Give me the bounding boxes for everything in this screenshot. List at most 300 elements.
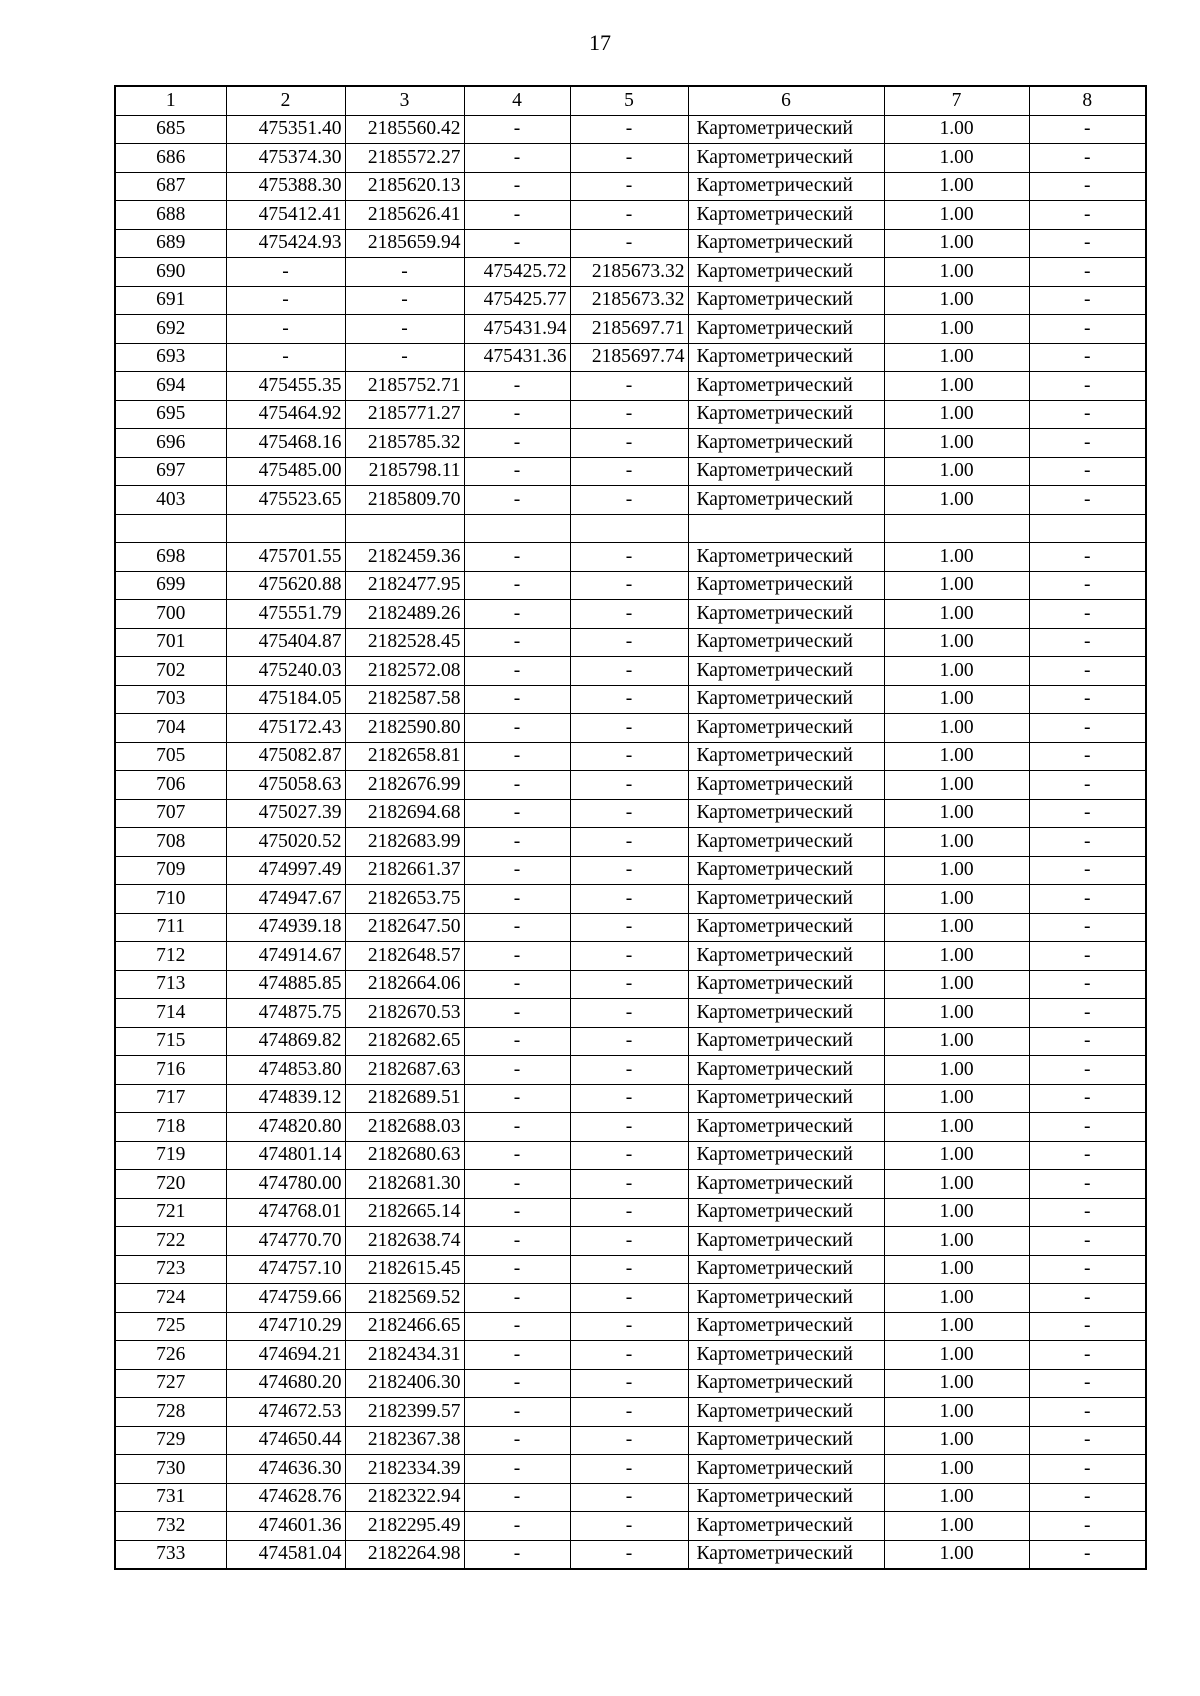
x-alt-coordinate-cell: - <box>464 571 570 600</box>
note-cell: - <box>1029 372 1146 401</box>
accuracy-cell: 1.00 <box>884 1027 1029 1056</box>
y-alt-coordinate-cell: - <box>570 628 688 657</box>
method-cell: Картометрический <box>688 486 884 515</box>
column-header: 2 <box>226 86 345 115</box>
table-row <box>115 571 1146 600</box>
point-number-cell: 692 <box>115 315 226 344</box>
x-alt-coordinate-cell: - <box>464 1027 570 1056</box>
method-cell: Картометрический <box>688 1540 884 1569</box>
point-number-cell: 691 <box>115 286 226 315</box>
point-number-cell: 719 <box>115 1141 226 1170</box>
column-header: 8 <box>1029 86 1146 115</box>
accuracy-cell: 1.00 <box>884 742 1029 771</box>
accuracy-cell: 1.00 <box>884 571 1029 600</box>
x-coordinate-cell: 475468.16 <box>226 429 345 458</box>
point-number-cell: 733 <box>115 1540 226 1569</box>
table-row <box>115 1198 1146 1227</box>
point-number-cell: 732 <box>115 1512 226 1541</box>
table-row <box>115 258 1146 287</box>
table-row <box>115 1341 1146 1370</box>
x-coordinate-cell: 474914.67 <box>226 942 345 971</box>
y-coordinate-cell: 2182264.98 <box>345 1540 464 1569</box>
method-cell: Картометрический <box>688 1341 884 1370</box>
y-coordinate-cell: - <box>345 343 464 372</box>
accuracy-cell: 1.00 <box>884 372 1029 401</box>
y-coordinate-cell: 2182665.14 <box>345 1198 464 1227</box>
note-cell: - <box>1029 144 1146 173</box>
method-cell: Картометрический <box>688 201 884 230</box>
accuracy-cell: 1.00 <box>884 1141 1029 1170</box>
point-number-cell: 702 <box>115 657 226 686</box>
table-row <box>115 1227 1146 1256</box>
x-alt-coordinate-cell: - <box>464 486 570 515</box>
table-row <box>115 885 1146 914</box>
point-number-cell <box>115 514 226 543</box>
table-row <box>115 201 1146 230</box>
page-number: 17 <box>589 30 611 55</box>
method-cell: Картометрический <box>688 856 884 885</box>
y-coordinate-cell: 2182295.49 <box>345 1512 464 1541</box>
method-cell: Картометрический <box>688 1312 884 1341</box>
table-row <box>115 315 1146 344</box>
table-row <box>115 685 1146 714</box>
y-alt-coordinate-cell: - <box>570 144 688 173</box>
table-row <box>115 286 1146 315</box>
point-number-cell: 724 <box>115 1284 226 1313</box>
point-number-cell: 717 <box>115 1084 226 1113</box>
accuracy-cell: 1.00 <box>884 970 1029 999</box>
y-alt-coordinate-cell: - <box>570 600 688 629</box>
table-row <box>115 372 1146 401</box>
accuracy-cell: 1.00 <box>884 286 1029 315</box>
y-alt-coordinate-cell: - <box>570 372 688 401</box>
x-alt-coordinate-cell: - <box>464 799 570 828</box>
point-number-cell: 403 <box>115 486 226 515</box>
point-number-cell: 721 <box>115 1198 226 1227</box>
x-coordinate-cell: 474947.67 <box>226 885 345 914</box>
table-row <box>115 657 1146 686</box>
method-cell: Картометрический <box>688 714 884 743</box>
method-cell: Картометрический <box>688 543 884 572</box>
point-number-cell: 697 <box>115 457 226 486</box>
note-cell: - <box>1029 172 1146 201</box>
point-number-cell: 720 <box>115 1170 226 1199</box>
table-body <box>115 86 1146 1569</box>
x-alt-coordinate-cell: - <box>464 885 570 914</box>
x-alt-coordinate-cell: - <box>464 1341 570 1370</box>
x-alt-coordinate-cell: - <box>464 115 570 144</box>
x-coordinate-cell: 474869.82 <box>226 1027 345 1056</box>
y-coordinate-cell: 2182572.08 <box>345 657 464 686</box>
y-coordinate-cell: 2182459.36 <box>345 543 464 572</box>
note-cell: - <box>1029 1341 1146 1370</box>
accuracy-cell: 1.00 <box>884 799 1029 828</box>
y-alt-coordinate-cell: - <box>570 1056 688 1085</box>
note-cell: - <box>1029 913 1146 942</box>
accuracy-cell: 1.00 <box>884 429 1029 458</box>
y-alt-coordinate-cell: - <box>570 1198 688 1227</box>
point-number-cell: 701 <box>115 628 226 657</box>
y-coordinate-cell: 2185572.27 <box>345 144 464 173</box>
accuracy-cell: 1.00 <box>884 828 1029 857</box>
accuracy-cell: 1.00 <box>884 1512 1029 1541</box>
note-cell: - <box>1029 400 1146 429</box>
x-coordinate-cell: 475620.88 <box>226 571 345 600</box>
y-coordinate-cell: 2185626.41 <box>345 201 464 230</box>
table-row <box>115 1426 1146 1455</box>
accuracy-cell: 1.00 <box>884 1341 1029 1370</box>
note-cell: - <box>1029 315 1146 344</box>
note-cell: - <box>1029 685 1146 714</box>
accuracy-cell: 1.00 <box>884 201 1029 230</box>
x-coordinate-cell: 474820.80 <box>226 1113 345 1142</box>
y-alt-coordinate-cell: - <box>570 115 688 144</box>
table-header-row <box>115 86 1146 115</box>
method-cell: Картометрический <box>688 1483 884 1512</box>
note-cell: - <box>1029 343 1146 372</box>
y-coordinate-cell: 2182682.65 <box>345 1027 464 1056</box>
y-coordinate-cell: 2182687.63 <box>345 1056 464 1085</box>
point-number-cell: 705 <box>115 742 226 771</box>
x-alt-coordinate-cell: - <box>464 1398 570 1427</box>
x-alt-coordinate-cell: - <box>464 1540 570 1569</box>
y-alt-coordinate-cell <box>570 514 688 543</box>
x-coordinate-cell: 474759.66 <box>226 1284 345 1313</box>
x-coordinate-cell: 474650.44 <box>226 1426 345 1455</box>
point-number-cell: 708 <box>115 828 226 857</box>
accuracy-cell: 1.00 <box>884 1455 1029 1484</box>
y-coordinate-cell: 2182688.03 <box>345 1113 464 1142</box>
y-coordinate-cell: 2182689.51 <box>345 1084 464 1113</box>
x-coordinate-cell: 474939.18 <box>226 913 345 942</box>
method-cell: Картометрический <box>688 628 884 657</box>
table-row <box>115 400 1146 429</box>
x-alt-coordinate-cell: - <box>464 1227 570 1256</box>
y-alt-coordinate-cell: - <box>570 229 688 258</box>
point-number-cell: 730 <box>115 1455 226 1484</box>
y-alt-coordinate-cell: - <box>570 1398 688 1427</box>
x-alt-coordinate-cell: - <box>464 1056 570 1085</box>
y-alt-coordinate-cell: - <box>570 429 688 458</box>
point-number-cell: 728 <box>115 1398 226 1427</box>
method-cell: Картометрический <box>688 1056 884 1085</box>
x-coordinate-cell: - <box>226 343 345 372</box>
note-cell: - <box>1029 856 1146 885</box>
accuracy-cell: 1.00 <box>884 1540 1029 1569</box>
point-number-cell: 696 <box>115 429 226 458</box>
x-alt-coordinate-cell: 475431.94 <box>464 315 570 344</box>
note-cell: - <box>1029 229 1146 258</box>
x-alt-coordinate-cell: - <box>464 657 570 686</box>
table-row <box>115 771 1146 800</box>
table-row <box>115 970 1146 999</box>
y-alt-coordinate-cell: - <box>570 657 688 686</box>
point-number-cell: 712 <box>115 942 226 971</box>
table-row <box>115 457 1146 486</box>
x-alt-coordinate-cell: - <box>464 372 570 401</box>
accuracy-cell: 1.00 <box>884 1227 1029 1256</box>
table-row <box>115 1312 1146 1341</box>
note-cell: - <box>1029 1198 1146 1227</box>
x-coordinate-cell: 475455.35 <box>226 372 345 401</box>
note-cell: - <box>1029 1170 1146 1199</box>
accuracy-cell: 1.00 <box>884 771 1029 800</box>
method-cell: Картометрический <box>688 970 884 999</box>
point-number-cell: 731 <box>115 1483 226 1512</box>
y-alt-coordinate-cell: - <box>570 1227 688 1256</box>
table-row <box>115 1027 1146 1056</box>
x-coordinate-cell: 475374.30 <box>226 144 345 173</box>
x-alt-coordinate-cell: - <box>464 942 570 971</box>
x-coordinate-cell: - <box>226 315 345 344</box>
note-cell: - <box>1029 999 1146 1028</box>
note-cell: - <box>1029 1284 1146 1313</box>
note-cell: - <box>1029 1312 1146 1341</box>
y-coordinate-cell: 2182590.80 <box>345 714 464 743</box>
y-alt-coordinate-cell: - <box>570 771 688 800</box>
y-coordinate-cell: 2182322.94 <box>345 1483 464 1512</box>
x-coordinate-cell: 475424.93 <box>226 229 345 258</box>
x-coordinate-cell: 475027.39 <box>226 799 345 828</box>
y-alt-coordinate-cell: - <box>570 999 688 1028</box>
x-coordinate-cell: - <box>226 286 345 315</box>
y-alt-coordinate-cell: - <box>570 1540 688 1569</box>
x-alt-coordinate-cell: 475425.77 <box>464 286 570 315</box>
y-coordinate-cell: 2182653.75 <box>345 885 464 914</box>
method-cell: Картометрический <box>688 1084 884 1113</box>
y-alt-coordinate-cell: - <box>570 1284 688 1313</box>
y-alt-coordinate-cell: - <box>570 885 688 914</box>
y-coordinate-cell: 2182683.99 <box>345 828 464 857</box>
y-coordinate-cell: 2185659.94 <box>345 229 464 258</box>
note-cell: - <box>1029 970 1146 999</box>
x-coordinate-cell: 475404.87 <box>226 628 345 657</box>
y-coordinate-cell: 2185785.32 <box>345 429 464 458</box>
table-row <box>115 172 1146 201</box>
x-coordinate-cell: 475172.43 <box>226 714 345 743</box>
point-number-cell: 718 <box>115 1113 226 1142</box>
table-row <box>115 514 1146 543</box>
x-coordinate-cell: 474780.00 <box>226 1170 345 1199</box>
accuracy-cell: 1.00 <box>884 657 1029 686</box>
accuracy-cell: 1.00 <box>884 315 1029 344</box>
column-header: 5 <box>570 86 688 115</box>
table-row <box>115 1056 1146 1085</box>
x-coordinate-cell: 474770.70 <box>226 1227 345 1256</box>
note-cell: - <box>1029 657 1146 686</box>
method-cell <box>688 514 884 543</box>
point-number-cell: 710 <box>115 885 226 914</box>
note-cell: - <box>1029 1227 1146 1256</box>
y-coordinate-cell: 2182334.39 <box>345 1455 464 1484</box>
x-coordinate-cell: 475240.03 <box>226 657 345 686</box>
x-coordinate-cell: 474757.10 <box>226 1255 345 1284</box>
point-number-cell: 693 <box>115 343 226 372</box>
point-number-cell: 694 <box>115 372 226 401</box>
accuracy-cell: 1.00 <box>884 343 1029 372</box>
y-coordinate-cell: 2182647.50 <box>345 913 464 942</box>
note-cell: - <box>1029 942 1146 971</box>
point-number-cell: 695 <box>115 400 226 429</box>
x-coordinate-cell: - <box>226 258 345 287</box>
method-cell: Картометрический <box>688 885 884 914</box>
table-row <box>115 942 1146 971</box>
x-coordinate-cell: 474694.21 <box>226 1341 345 1370</box>
note-cell: - <box>1029 1369 1146 1398</box>
method-cell: Картометрический <box>688 172 884 201</box>
accuracy-cell: 1.00 <box>884 1483 1029 1512</box>
column-header: 4 <box>464 86 570 115</box>
method-cell: Картометрический <box>688 400 884 429</box>
table-row <box>115 144 1146 173</box>
x-coordinate-cell: 475020.52 <box>226 828 345 857</box>
accuracy-cell: 1.00 <box>884 172 1029 201</box>
y-alt-coordinate-cell: 2185673.32 <box>570 286 688 315</box>
x-alt-coordinate-cell: - <box>464 714 570 743</box>
x-alt-coordinate-cell: - <box>464 400 570 429</box>
point-number-cell: 699 <box>115 571 226 600</box>
y-coordinate-cell: 2182676.99 <box>345 771 464 800</box>
x-coordinate-cell: 474997.49 <box>226 856 345 885</box>
y-coordinate-cell: 2182466.65 <box>345 1312 464 1341</box>
note-cell: - <box>1029 258 1146 287</box>
x-alt-coordinate-cell: - <box>464 1483 570 1512</box>
point-number-cell: 726 <box>115 1341 226 1370</box>
y-alt-coordinate-cell: 2185673.32 <box>570 258 688 287</box>
method-cell: Картометрический <box>688 685 884 714</box>
y-coordinate-cell: 2182648.57 <box>345 942 464 971</box>
point-number-cell: 698 <box>115 543 226 572</box>
y-alt-coordinate-cell: - <box>570 799 688 828</box>
method-cell: Картометрический <box>688 1426 884 1455</box>
x-coordinate-cell: 474601.36 <box>226 1512 345 1541</box>
method-cell: Картометрический <box>688 1198 884 1227</box>
x-coordinate-cell: 474581.04 <box>226 1540 345 1569</box>
method-cell: Картометрический <box>688 1398 884 1427</box>
y-alt-coordinate-cell: - <box>570 1512 688 1541</box>
x-coordinate-cell: 474628.76 <box>226 1483 345 1512</box>
x-alt-coordinate-cell: - <box>464 999 570 1028</box>
method-cell: Картометрический <box>688 999 884 1028</box>
y-coordinate-cell: 2182406.30 <box>345 1369 464 1398</box>
table-row <box>115 1255 1146 1284</box>
y-alt-coordinate-cell: - <box>570 201 688 230</box>
y-alt-coordinate-cell: - <box>570 913 688 942</box>
note-cell: - <box>1029 1255 1146 1284</box>
x-alt-coordinate-cell: - <box>464 543 570 572</box>
x-coordinate-cell: 474801.14 <box>226 1141 345 1170</box>
accuracy-cell: 1.00 <box>884 685 1029 714</box>
y-alt-coordinate-cell: - <box>570 1170 688 1199</box>
accuracy-cell: 1.00 <box>884 942 1029 971</box>
x-coordinate-cell: 474768.01 <box>226 1198 345 1227</box>
accuracy-cell: 1.00 <box>884 1284 1029 1313</box>
accuracy-cell: 1.00 <box>884 115 1029 144</box>
y-alt-coordinate-cell: - <box>570 1084 688 1113</box>
x-alt-coordinate-cell: - <box>464 144 570 173</box>
y-alt-coordinate-cell: - <box>570 1141 688 1170</box>
y-coordinate-cell: 2182658.81 <box>345 742 464 771</box>
note-cell: - <box>1029 885 1146 914</box>
accuracy-cell: 1.00 <box>884 1255 1029 1284</box>
note-cell: - <box>1029 1483 1146 1512</box>
y-coordinate-cell: 2185771.27 <box>345 400 464 429</box>
method-cell: Картометрический <box>688 1113 884 1142</box>
point-number-cell: 687 <box>115 172 226 201</box>
x-alt-coordinate-cell: - <box>464 1284 570 1313</box>
table-row <box>115 1084 1146 1113</box>
x-alt-coordinate-cell: - <box>464 913 570 942</box>
note-cell: - <box>1029 286 1146 315</box>
x-alt-coordinate-cell: - <box>464 229 570 258</box>
y-coordinate-cell: 2182680.63 <box>345 1141 464 1170</box>
y-alt-coordinate-cell: - <box>570 1027 688 1056</box>
table-row <box>115 828 1146 857</box>
x-coordinate-cell: 474839.12 <box>226 1084 345 1113</box>
table-row <box>115 1483 1146 1512</box>
table-row <box>115 799 1146 828</box>
table-row <box>115 1398 1146 1427</box>
x-coordinate-cell: 475082.87 <box>226 742 345 771</box>
x-alt-coordinate-cell: - <box>464 457 570 486</box>
accuracy-cell: 1.00 <box>884 885 1029 914</box>
method-cell: Картометрический <box>688 828 884 857</box>
note-cell: - <box>1029 1141 1146 1170</box>
y-coordinate-cell: 2182670.53 <box>345 999 464 1028</box>
accuracy-cell: 1.00 <box>884 457 1029 486</box>
point-number-cell: 706 <box>115 771 226 800</box>
y-coordinate-cell: 2182615.45 <box>345 1255 464 1284</box>
x-coordinate-cell: 474636.30 <box>226 1455 345 1484</box>
method-cell: Картометрический <box>688 742 884 771</box>
y-alt-coordinate-cell: - <box>570 942 688 971</box>
y-coordinate-cell: 2185752.71 <box>345 372 464 401</box>
method-cell: Картометрический <box>688 600 884 629</box>
x-alt-coordinate-cell: - <box>464 1198 570 1227</box>
x-alt-coordinate-cell: - <box>464 1084 570 1113</box>
y-coordinate-cell <box>345 514 464 543</box>
y-coordinate-cell: 2182477.95 <box>345 571 464 600</box>
accuracy-cell: 1.00 <box>884 913 1029 942</box>
note-cell: - <box>1029 1027 1146 1056</box>
accuracy-cell: 1.00 <box>884 486 1029 515</box>
y-coordinate-cell: 2182661.37 <box>345 856 464 885</box>
x-coordinate-cell: 475523.65 <box>226 486 345 515</box>
x-alt-coordinate-cell: - <box>464 1141 570 1170</box>
accuracy-cell: 1.00 <box>884 1198 1029 1227</box>
table-row <box>115 1540 1146 1569</box>
accuracy-cell: 1.00 <box>884 1426 1029 1455</box>
y-coordinate-cell: 2182638.74 <box>345 1227 464 1256</box>
column-header: 3 <box>345 86 464 115</box>
x-alt-coordinate-cell: - <box>464 1369 570 1398</box>
x-coordinate-cell: 474875.75 <box>226 999 345 1028</box>
y-alt-coordinate-cell: - <box>570 1426 688 1455</box>
y-coordinate-cell: 2185560.42 <box>345 115 464 144</box>
y-coordinate-cell: 2182528.45 <box>345 628 464 657</box>
y-coordinate-cell: 2182489.26 <box>345 600 464 629</box>
point-number-cell: 723 <box>115 1255 226 1284</box>
method-cell: Картометрический <box>688 1170 884 1199</box>
x-coordinate-cell: 474885.85 <box>226 970 345 999</box>
method-cell: Картометрический <box>688 1027 884 1056</box>
x-coordinate-cell: 475551.79 <box>226 600 345 629</box>
x-alt-coordinate-cell: - <box>464 1170 570 1199</box>
accuracy-cell: 1.00 <box>884 1056 1029 1085</box>
note-cell: - <box>1029 1084 1146 1113</box>
point-number-cell: 709 <box>115 856 226 885</box>
method-cell: Картометрический <box>688 315 884 344</box>
